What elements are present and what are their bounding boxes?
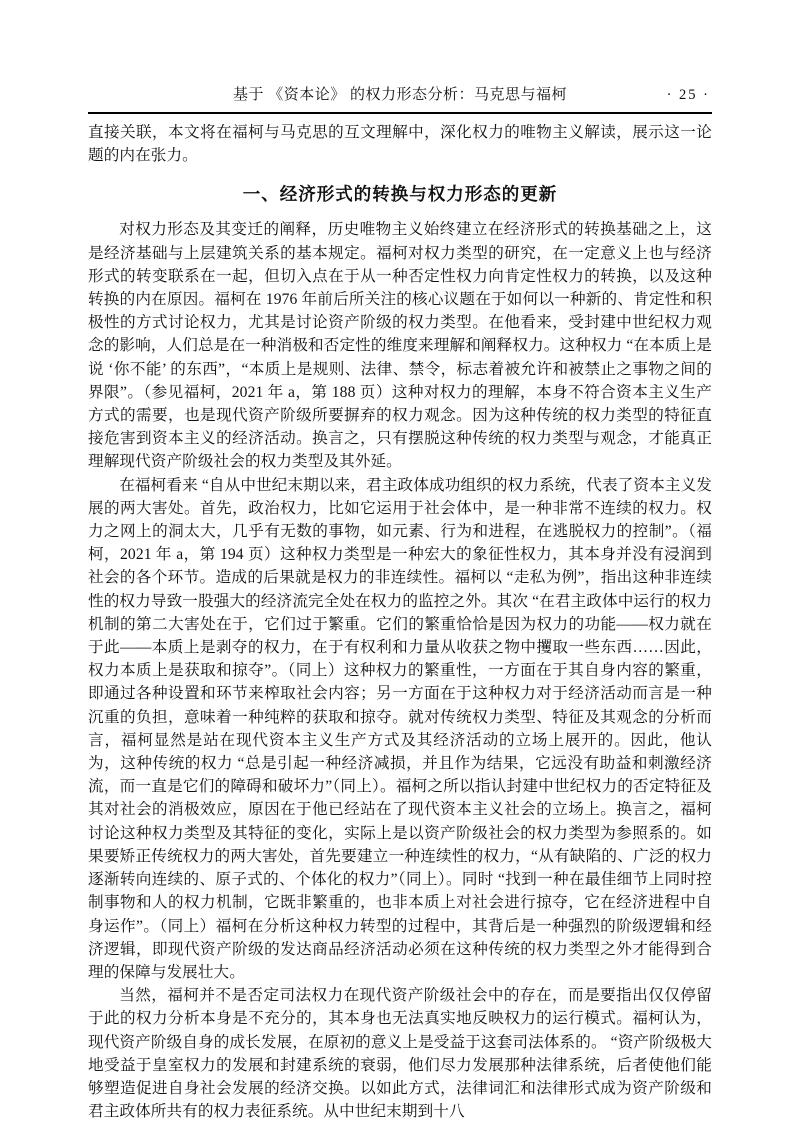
paragraph-2: 在福柯看来 “自从中世纪末期以来，君主政体成功组织的权力系统，代表了资本主义发展的两大害处。首先，政治权力，比如它运用于社会体中，是一种非常不连续的权力。权力之网上的洞太大，几乎有无数的事物，如元素、行为和进程，在逃脱权力的控制”。（福柯，2021 年 a，第 194 页）这种权力类型是一种宏大的象征性权力，其本身并没有浸润到社会的各个环节。造成的后果就是权力的非连续性。福柯以 “走私为例”，指出这种非连续性的权力导致一股强大的经济流完全处在权力的监控之外。其次 “在君主政体中运行的权力机制的第二大害处在于，它们过于繁重。它们的繁重恰恰是因为权力的功能——权力就在于此——本质上是剥夺的权力，在于有权利和力量从收获之物中攫取一些东西……因此，权力本质上是获取和掠夺”。（同上）这种权力的繁重性，一方面在于其自身内容的繁重，即通过各种设置和环节来榨取社会内容；另一方面在于这种权力对于经济活动而言是一种沉重的负担，意味着一种纯粹的获取和掠夺。就对传统权力类型、特征及其观念的分析而言，福柯显然是站在现代资本主义生产方式及其经济活动的立场上展开的。因此，他认为，这种传统的权力 “总是引起一种经济减损，并且作为结果，它远没有助益和刺激经济流，而一直是它们的障碍和破坏力”（同上）。福柯之所以指认封建中世纪权力的否定特征及其对社会的消极效应，原因在于他已经站在了现代资本主义社会的立场上。换言之，福柯讨论这种权力类型及其特征的变化，实际上是以资产阶级社会的权力类型为参照系的。如果要矫正传统权力的两大害处，首先要建立一种连续性的权力，“从有缺陷的、广泛的权力逐渐转向连续的、原子式的、个体化的权力”（同上）。同时 “找到一种在最佳细节上同时控制事物和人的权力机制，它既非繁重的，也非本质上对社会进行掠夺，它在经济进程中自身运作”。（同上）福柯在分析这种权力转型的过程中，其背后是一种强烈的阶级逻辑和经济逻辑，即现代资产阶级的发达商品经济活动必须在这种传统的权力类型之外才能得到合理的保障与发展壮大。 xyxy=(88,476,712,981)
page-number: · 25 · xyxy=(666,87,710,103)
paragraph-1: 对权力形态及其变迁的阐释，历史唯物主义始终建立在经济形式的转换基础之上，这是经济基础与上层建筑关系的基本规定。福柯对权力类型的研究，在一定意义上也与经济形式的转变联系在一起，但切入点在于从一种否定性权力向肯定性权力的转换，以及这种转换的内在原因。福柯在 1976 年前后所关注的核心议题在于如何以一种新的、肯定性和积极性的方式讨论权力，尤其是讨论资产阶级的权力类型。在他看来，受封建中世纪权力观念的影响，人们总是在一种消极和否定性的维度来理解和阐释权力。这种权力 “在本质上是说 ‘你不能’ 的东西”，“本质上是规则、法律、禁令，标志着被允许和被禁止之事物之间的界限”。（参见福柯，2021 年 a，第 188 页）这种对权力的理解，本身不符合资本主义生产方式的需要，也是现代资产阶级所要摒弃的权力观念。因为这种传统的权力类型的特征直接危害到资本主义的经济活动。换言之，只有摆脱这种传统的权力类型与观念，才能真正理解现代资产阶级社会的权力类型及其外延。 xyxy=(88,221,712,471)
article-body xyxy=(88,121,712,1123)
paragraph-continuation: 直接关联，本文将在福柯与马克思的互文理解中，深化权力的唯物主义解读，展示这一论题的内在张力。 xyxy=(88,124,712,165)
page-content xyxy=(88,86,712,1123)
paragraph-3: 当然，福柯并不是否定司法权力在现代资产阶级社会中的存在，而是要指出仅仅停留于此的权力分析本身是不充分的，其本身也无法真实地反映权力的运行模式。福柯认为，现代资产阶级自身的成长发展，在原初的意义上是受益于这套司法体系的。 “资产阶级极大地受益于皇室权力的发展和封建系统的衰弱，他们尽力发展那种法律系统，后者使他们能够塑造促进自身社会发展的经济交换。以如此方式，法律词汇和法律形式成为资产阶级和君主政体所共有的权力表征系统。从中世纪末期到十八 xyxy=(88,987,712,1121)
running-head xyxy=(88,86,712,114)
running-head-title: 基于 《资本论》 的权力形态分析：马克思与福柯 xyxy=(232,87,567,103)
section-heading: 一、经济形式的转换与权力形态的更新 xyxy=(242,184,558,205)
